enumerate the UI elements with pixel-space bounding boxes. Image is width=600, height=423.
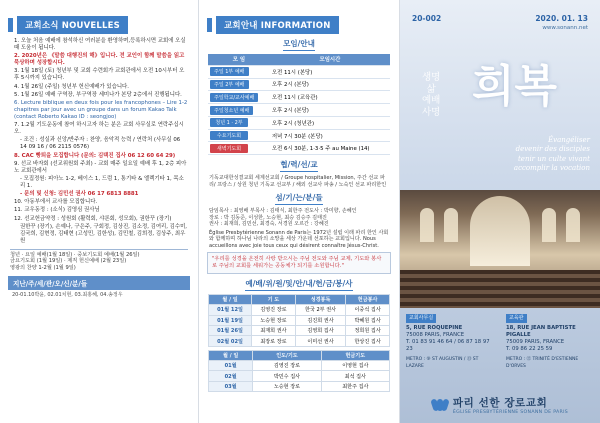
news-item: 12. 선교헌금약정 : 성원회 (활력회, 샤론회, 성모회), 권한꾸 (장기) [14,215,172,222]
worship-table: 모 임 모임시간 주일 1부 예배 오전 11시 (본당) 주일 2부 예배 오후 2시 (본당) 주일학교/교사예배 오전 11시 (교육관) 주일청소년 예배 오후 2시 (본당) 청년 1 · 2부 오후 2시 (청년관) 수요기도회 저녁 7시 30분 (본당) 새벽기도회 오전 6시 30분, 1·3·5 주 au Maine (14) [208,54,390,155]
issue-date: 2020. 01. 13 [535,14,588,23]
news-list [0,38,198,245]
issue-row [400,0,600,23]
news-item: - 모집정원: 피아노 1-2, 베이스 1, 드럼 1, 통기타 & 엘렉기타 1, 목소리 1. [20,175,184,189]
office-address: 교회사무실 5, RUE ROQUEPINE 75008 PARIS, FRANCE T. 01 83 91 46 64 / 06 87 18 97 23 METRO : ⑨ ST AUGUSTIN / ⑬ ST LAZARE [406,315,490,369]
prayer-row: 01월 김영진 장로 이영현 집사 [209,361,390,371]
news-item: 4. 1월 26일 (주일) 청년부 헌신예배가 있습니다. [14,83,129,90]
website-url[interactable]: www.sonann.net [542,25,588,31]
news-item: 6. Lecture biblique en deux fois pour les francophones – Lire 1-2 chapitres par jour avec un groupe dans un forum Kakao Talk (contact Roberto Kakao ID : seongjoo) [14,99,188,120]
info-header [207,16,391,34]
cover-title: 희복 [472,61,558,112]
prayer-row: 03월 노승현 장로 최한주 집사 [209,381,390,391]
church-quote: "우리를 성경을 온전히 사랑 받으시는 주님 전도와 주님 교제, 기도와 봉사로 주님의 교회를 세워가는 공동체가 되기를 소원합니다." [207,252,391,274]
worship-heading: 모임/안내 [199,38,399,51]
prayer-row: 02월 박민수 집사 최석 집사 [209,371,390,381]
church-name-ko: 파리 선한 장로교회 [452,397,548,409]
church-name-fr: ÉGLISE PRESBYTÉRIENNE SONANN DE PARIS [452,410,569,415]
family-events [10,249,188,272]
cover-keywords: 생명 삶 예배 사명 [422,72,441,118]
about-text: Église Presbytérienne Sonann de Paris는 1972년 설립 이래 파리 한인 사회와 함께하며 하나님 나라의 소망을 세상 가운데 선포하는 교회입니다. Nous accueillons avec joie tous ceux qui désirent connaître Jésus-Christ. [209,229,389,249]
news-item: 8. CAC 빵퇴을 모집합니다 (문의: 김택진 집사 06 12 60 64 29) [14,152,176,159]
news-header [8,16,190,34]
issue-number: 20-002 [412,14,442,23]
news-title: 교회소식 NOUVELLES [17,16,128,34]
duty-row: 01월 19일 노승현 장로 김진희 권사 박혜원 집사 [209,315,390,325]
staff-heading: 섬/기/는/분/들 [199,192,399,205]
worship-row: 주일청소년 예배 오후 2시 (본당) [208,104,390,117]
address-block [400,314,600,370]
news-item: - 조건 : 성실과 신앙/반주자 : 찬양, 음악적 능력 / 연락처 (사무실 06 14 09 16 / 06 2115 0576) [20,137,181,151]
worship-row: 수요기도회 저녁 7시 30분 (본당) [208,129,390,142]
news-item: 5. 1월 26일 예배 구역장, 부구역장 세미나가 본당 2층에서 진행됩니다. [14,91,182,98]
news-item: - 문의 및 신청: 김민선 권사 06 17 6813 8881 [20,191,139,198]
family-line: 금요기도회 (1월 19일) · 제직 헌신예배 (2월 23일) [10,258,127,265]
info-panel [199,0,400,423]
duty-row: 02월 02일 최장로 장로 이미선 권사 한상진 집사 [209,336,390,346]
news-item: 1. 오늘 처음 예배에 참석하신 여러분을 환영하며,등록하시면 교회에 오실 때 도움이 됩니다. [14,38,186,51]
family-line: 청년 · 요일 예배(1월 18일) · 중보기도회 예배(1월 26일) [10,251,140,258]
news-item: 10. 아동부에서 교사를 모집합니다. [14,199,98,206]
prayer-table: 월 / 일 인도/기도 헌금기도 01월 김영진 장로 이영현 집사 02월 박민수 집사 최석 집사 03월 노승현 장로 최한주 집사 [208,350,390,393]
church-interior-photo [400,190,600,308]
news-item: 7. 1.2월 기도운동에 참여 하시고자 하는 분은 교회 사무실로 연락주십시오. [14,122,184,136]
news-item: 2. 2020년은 《말씀 대행진의 해》입니다. 전 교인이 함께 말씀을 읽고 묵상하며 성장합시다. [14,53,185,67]
worship-row: 새벽기도회 오전 6시 30분, 1·3·5 주 au Maine (14) [208,142,390,155]
news-item: 9. 선교 바자회 (선교위원회 주최) - 교회 매주 일요일 예배 후 1, 2층 피아노 교회관에서 [14,160,187,174]
duty-table: 월 / 일 기 도 성경봉독 헌금봉사 01월 12일 김영진 장로 한국 2부 권사 이중석 집사 01월 19일 노승현 장로 김진희 권사 박혜원 집사 01월 26일 최재희 권사 김영희 집사 정희원 집사 02월 02일 최장로 장로 이미선 권사 한상진 집사 [208,294,390,347]
worship-row: 주일 2부 예배 오후 2시 (본당) [208,78,390,91]
duty-row: 01월 26일 최재희 권사 김영희 집사 정희원 집사 [209,325,390,335]
duty-heading: 예/배/위/원/및/안/내/헌/금/봉/사 [199,278,399,291]
news-item: 11. 교우동정 : (소식) 김영심 권사님 [14,207,100,214]
visitors-text: 20-01.10박윤, 02.01치현, 03.최홍혜, 04.송정우 [12,291,123,298]
church-logo [400,395,600,415]
cover-panel [400,0,600,423]
church-logo-icon [432,397,448,413]
visitors-title: 지난/주/세/관/오/신/분/들 [8,276,190,290]
cover-french-motto: Évangéliser devenir des disciples tenir un culte vivant accomplir la vocation [513,136,590,173]
worship-row: 주일 1부 예배 오전 11시 (본당) [208,65,390,78]
worship-row: 청년 1 · 2부 오후 2시 (청년관) [208,116,390,129]
mission-text: 기독교대한성결교회 세계선교회 / Groupe hospitalier, Mission, 주간 선교 파리/ 프랑스 / 상원 청년 기독교 선교부 / 해외 선교사 파송 / 노숙인 선교 파리한인 [209,175,387,188]
worship-row: 주일학교/교사예배 오전 11시 (교육관) [208,91,390,104]
news-item: 권한꾸 (장기), 손예나, 구은주, 구회정, 김상진, 김소정, 김여리, 김수미, 김국희, 김현정, 김태현 (고성민, 김한성), 김민철, 김희정, 김상주, 최우원 [20,223,188,244]
education-address: 교육관 18, RUE JEAN BAPTISTE PIGALLE 75009 PARIS, FRANCE T. 09 86 22 25 59 METRO : ⑫ TRINITÉ D'ESTIENNE D'ORVES [506,315,579,369]
news-item: 3. 1월 18일 (토) 청년부 및 교회 수련회가 교회관에서 오전 10시부터 오후 5시까지 있습니다. [14,68,185,82]
mission-heading: 협/력/선/교 [199,159,399,172]
family-line: 영광의 찬양 1-2월 (1월 9일) [10,265,76,271]
duty-row: 01월 12일 김영진 장로 한국 2부 권사 이중석 집사 [209,305,390,315]
header-bar [207,18,212,32]
info-title: 교회안내 INFORMATION [216,16,339,34]
staff-text: 담임목사 : 최영배 부목사 : 김태식, 최한주 전도사 : 박미향, 손혜인 장로 : 박 김동준, 이성한, 노승현, 최승 김승주 김태진 권사 : 최재희, 김민선, 최경숙, 서경원 오르간 : 강혜진 [209,208,357,228]
header-bar [8,18,13,32]
news-panel [0,0,199,423]
